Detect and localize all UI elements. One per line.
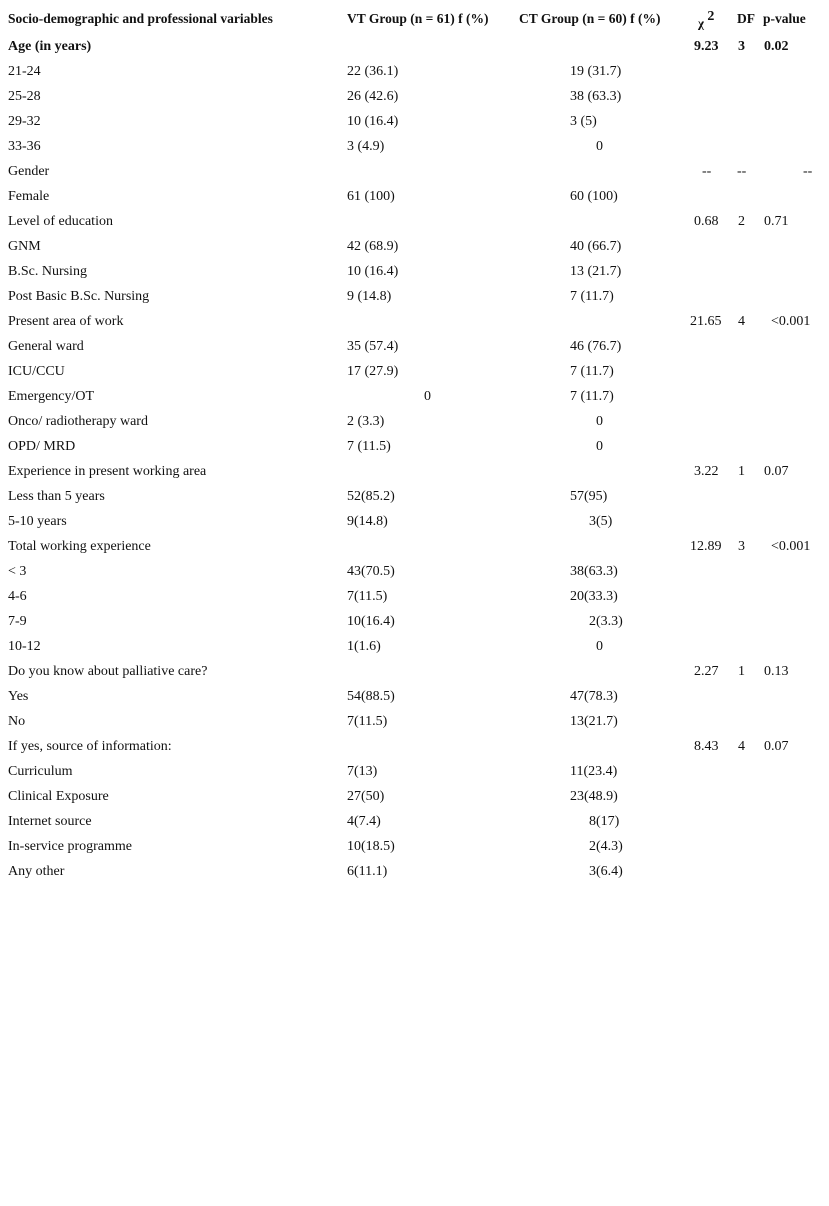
df-value: --	[737, 164, 747, 179]
chi-square-value: 8.43	[694, 739, 719, 754]
row-label: GNM	[8, 239, 41, 254]
row-label: 5-10 years	[8, 514, 67, 529]
ct-value: 7 (11.7)	[570, 364, 614, 379]
vt-value: 2 (3.3)	[347, 414, 385, 429]
row-label: B.Sc. Nursing	[8, 264, 87, 279]
df-value: 1	[738, 664, 745, 679]
df-value: 4	[738, 739, 745, 754]
ct-value: 57(95)	[570, 489, 608, 504]
row-label: OPD/ MRD	[8, 439, 76, 454]
header-variable: Socio-demographic and professional variables	[8, 11, 273, 26]
row-label: Clinical Exposure	[8, 789, 109, 804]
table-row	[0, 159, 829, 184]
ct-value: 13(21.7)	[570, 714, 618, 729]
chi-square-value: --	[702, 164, 712, 179]
row-label: Curriculum	[8, 764, 73, 779]
ct-value: 8(17)	[589, 814, 620, 829]
vt-value: 7(11.5)	[347, 589, 388, 604]
p-value: <0.001	[771, 314, 811, 329]
vt-value: 6(11.1)	[347, 864, 388, 879]
table-row	[0, 684, 829, 709]
ct-value: 11(23.4)	[570, 764, 618, 779]
ct-value: 47(78.3)	[570, 689, 618, 704]
row-label: Present area of work	[8, 314, 124, 329]
ct-value: 23(48.9)	[570, 789, 618, 804]
table-row	[0, 134, 829, 159]
chi-superscript: 2	[707, 9, 715, 24]
table-row	[0, 859, 829, 884]
table-header-row	[0, 0, 829, 34]
vt-value: 3 (4.9)	[347, 139, 385, 154]
table-row	[0, 359, 829, 384]
table-row	[0, 59, 829, 84]
p-value: 0.07	[764, 739, 789, 754]
table-row	[0, 459, 829, 484]
header-df: DF	[737, 11, 755, 26]
vt-value: 4(7.4)	[347, 814, 381, 829]
table-row	[0, 609, 829, 634]
row-label: < 3	[8, 564, 27, 579]
vt-value: 7(13)	[347, 764, 378, 779]
ct-value: 0	[596, 639, 603, 654]
table-row	[0, 434, 829, 459]
ct-value: 19 (31.7)	[570, 64, 622, 79]
chi-square-value: 9.23	[694, 39, 719, 54]
table-row	[0, 34, 829, 59]
row-label: In-service programme	[8, 839, 132, 854]
table-row	[0, 809, 829, 834]
row-label: Onco/ radiotherapy ward	[8, 414, 148, 429]
chi-square-value: 0.68	[694, 214, 719, 229]
header-p-value: p-value	[763, 11, 806, 26]
row-label: If yes, source of information:	[8, 739, 172, 754]
vt-value: 7(11.5)	[347, 714, 388, 729]
table-row	[0, 634, 829, 659]
table-row	[0, 409, 829, 434]
row-label: ICU/CCU	[8, 364, 65, 379]
ct-value: 3 (5)	[570, 114, 597, 129]
vt-value: 61 (100)	[347, 189, 395, 204]
df-value: 3	[738, 539, 745, 554]
table-row	[0, 284, 829, 309]
row-label: Any other	[8, 864, 65, 879]
vt-value: 9(14.8)	[347, 514, 388, 529]
vt-value: 9 (14.8)	[347, 289, 392, 304]
table-row	[0, 234, 829, 259]
table-row	[0, 559, 829, 584]
row-label: Level of education	[8, 214, 113, 229]
table-row	[0, 734, 829, 759]
chi-square-value: 2.27	[694, 664, 719, 679]
vt-value: 26 (42.6)	[347, 89, 399, 104]
row-label: Total working experience	[8, 539, 151, 554]
ct-value: 0	[596, 439, 603, 454]
ct-value: 3(5)	[589, 514, 613, 529]
chi-symbol: χ	[698, 15, 705, 31]
row-label: Age (in years)	[8, 39, 92, 54]
row-label: 7-9	[8, 614, 27, 629]
p-value: 0.71	[764, 214, 789, 229]
ct-value: 38(63.3)	[570, 564, 618, 579]
table-row	[0, 84, 829, 109]
header-ct-group: CT Group (n = 60) f (%)	[519, 11, 661, 26]
p-value: 0.02	[764, 39, 789, 54]
row-label: 10-12	[8, 639, 41, 654]
chi-square-value: 21.65	[690, 314, 722, 329]
ct-value: 0	[596, 414, 603, 429]
table-row	[0, 309, 829, 334]
row-label: Female	[8, 189, 50, 204]
vt-value: 35 (57.4)	[347, 339, 399, 354]
vt-value: 22 (36.1)	[347, 64, 399, 79]
ct-value: 60 (100)	[570, 189, 618, 204]
row-label: General ward	[8, 339, 84, 354]
table-row	[0, 584, 829, 609]
ct-value: 3(6.4)	[589, 864, 623, 879]
table-row	[0, 709, 829, 734]
vt-value: 7 (11.5)	[347, 439, 391, 454]
header-vt-group: VT Group (n = 61) f (%)	[347, 11, 489, 26]
table-row	[0, 659, 829, 684]
table-row	[0, 209, 829, 234]
ct-value: 7 (11.7)	[570, 289, 614, 304]
ct-value: 46 (76.7)	[570, 339, 622, 354]
p-value: --	[803, 164, 813, 179]
table-row	[0, 384, 829, 409]
vt-value: 42 (68.9)	[347, 239, 399, 254]
row-label: 21-24	[8, 64, 41, 79]
vt-value: 27(50)	[347, 789, 385, 804]
row-label: 25-28	[8, 89, 41, 104]
ct-value: 7 (11.7)	[570, 389, 614, 404]
table-row	[0, 259, 829, 284]
ct-value: 2(3.3)	[589, 614, 623, 629]
vt-value: 43(70.5)	[347, 564, 395, 579]
table-body	[0, 34, 829, 884]
vt-value: 54(88.5)	[347, 689, 395, 704]
row-label: Experience in present working area	[8, 464, 207, 479]
row-label: Yes	[8, 689, 29, 704]
row-label: 33-36	[8, 139, 41, 154]
row-label: Emergency/OT	[8, 389, 95, 404]
ct-value: 38 (63.3)	[570, 89, 622, 104]
vt-value: 52(85.2)	[347, 489, 395, 504]
df-value: 1	[738, 464, 745, 479]
vt-value: 10(18.5)	[347, 839, 395, 854]
chi-square-value: 3.22	[694, 464, 719, 479]
row-label: No	[8, 714, 26, 729]
df-value: 3	[738, 39, 745, 54]
row-label: Less than 5 years	[8, 489, 105, 504]
table-row	[0, 109, 829, 134]
row-label: Gender	[8, 164, 50, 179]
ct-value: 40 (66.7)	[570, 239, 622, 254]
table-row	[0, 834, 829, 859]
table-row	[0, 184, 829, 209]
row-label: Do you know about palliative care?	[8, 664, 208, 679]
df-value: 4	[738, 314, 745, 329]
df-value: 2	[738, 214, 745, 229]
table-row	[0, 759, 829, 784]
table-row	[0, 484, 829, 509]
vt-value: 17 (27.9)	[347, 364, 399, 379]
row-label: Internet source	[8, 814, 92, 829]
row-label: 29-32	[8, 114, 41, 129]
chi-square-value: 12.89	[690, 539, 722, 554]
p-value: 0.13	[764, 664, 789, 679]
ct-value: 13 (21.7)	[570, 264, 622, 279]
ct-value: 0	[596, 139, 603, 154]
table-row	[0, 784, 829, 809]
ct-value: 20(33.3)	[570, 589, 618, 604]
vt-value: 10 (16.4)	[347, 114, 399, 129]
vt-value: 10 (16.4)	[347, 264, 399, 279]
vt-value: 10(16.4)	[347, 614, 395, 629]
table-row	[0, 334, 829, 359]
row-label: Post Basic B.Sc. Nursing	[8, 289, 150, 304]
p-value: <0.001	[771, 539, 811, 554]
table-row	[0, 534, 829, 559]
p-value: 0.07	[764, 464, 789, 479]
vt-value: 1(1.6)	[347, 639, 381, 654]
ct-value: 2(4.3)	[589, 839, 623, 854]
vt-value: 0	[424, 389, 431, 404]
table-row	[0, 509, 829, 534]
row-label: 4-6	[8, 589, 27, 604]
